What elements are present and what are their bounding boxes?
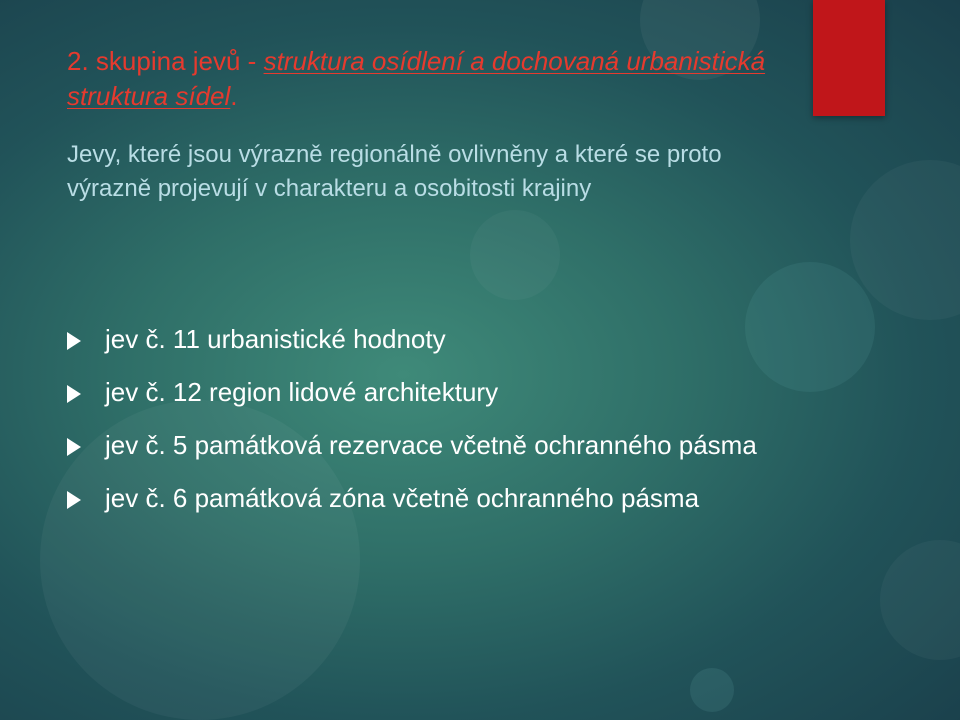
corner-accent-tab	[813, 0, 885, 116]
play-arrow-icon	[67, 332, 81, 350]
bullet-list	[67, 322, 787, 534]
bullet-item	[67, 375, 787, 410]
bullet-text: jev č. 12 region lidové architektury	[105, 377, 499, 407]
play-arrow-icon	[67, 438, 81, 456]
title-suffix: .	[230, 81, 238, 111]
play-arrow-icon	[67, 385, 81, 403]
slide-title	[67, 44, 787, 114]
decorative-circle	[690, 668, 734, 712]
bullet-item	[67, 481, 787, 516]
bullet-text: jev č. 11 urbanistické hodnoty	[105, 324, 446, 354]
decorative-circle	[880, 540, 960, 660]
bullet-text: jev č. 6 památková zóna včetně ochranného pásma	[105, 483, 700, 513]
bullet-text: jev č. 5 památková rezervace včetně ochranného pásma	[105, 430, 757, 460]
bullet-item	[67, 322, 787, 357]
play-arrow-icon	[67, 491, 81, 509]
intro-text: Jevy, které jsou výrazně regionálně ovlivněny a které se proto výrazně projevují v charakteru a osobitosti krajiny	[67, 141, 722, 202]
bullet-item	[67, 428, 787, 463]
decorative-circle	[470, 210, 560, 300]
title-prefix: 2. skupina jevů -	[67, 46, 264, 76]
title-emphasis: struktura osídlení a dochovaná urbanistická struktura sídel	[67, 46, 766, 111]
